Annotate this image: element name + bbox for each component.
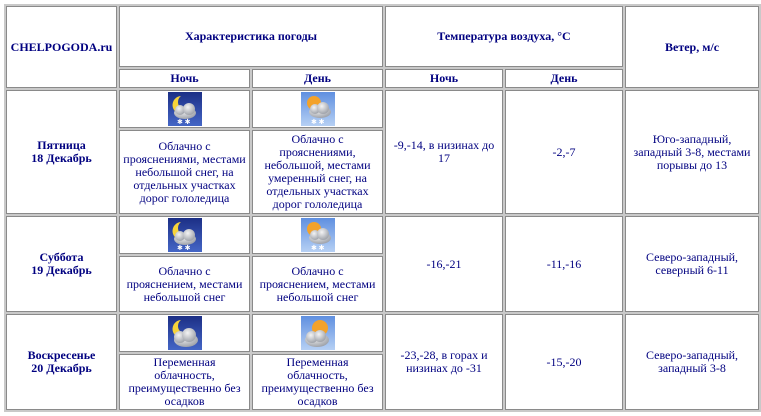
day-description: Переменная облачность, преимущественно без осадков (252, 354, 383, 410)
day-date: 20 Декабрь (31, 361, 92, 375)
moon-cloud-icon (168, 316, 202, 350)
svg-text:✱ ✱: ✱ ✱ (310, 118, 324, 126)
day-date: 18 Декабрь (31, 151, 92, 165)
day-description: Облачно с прояснениями, небольшой, местами умеренный снег, на отдельных участках дорог гололедица (252, 130, 383, 214)
night-icon-cell (119, 314, 250, 352)
wind-info: Юго-западный, западный 3-8, местами порывы до 13 (625, 90, 759, 214)
weather-day-header: День (252, 69, 383, 88)
day-icon-cell (252, 216, 383, 254)
day-icon-cell (252, 314, 383, 352)
moon-snow-icon (168, 218, 202, 252)
night-description: Облачно с прояснениями, местами небольшой снег, на отдельных участках дорог гололедица (119, 130, 250, 214)
temp-night: -9,-14, в низинах до 17 (385, 90, 503, 214)
temp-day: -15,-20 (505, 314, 623, 410)
wind-info: Северо-западный, западный 3-8 (625, 314, 759, 410)
night-description: Облачно с прояснением, местами небольшой снег (119, 256, 250, 312)
site-name: CHELPOGODA.ru (6, 6, 117, 88)
night-icon-cell (119, 216, 250, 254)
day-label (6, 90, 117, 214)
weather-night-header: Ночь (119, 69, 250, 88)
wind-header: Ветер, м/с (625, 6, 759, 88)
temp-day: -2,-7 (505, 90, 623, 214)
temp-night: -23,-28, в горах и низинах до -31 (385, 314, 503, 410)
temp-day-header: День (505, 69, 623, 88)
day-name: Пятница (37, 138, 86, 152)
night-icon-cell (119, 90, 250, 128)
day-label (6, 216, 117, 312)
weather-table (4, 4, 761, 412)
sun-cloud-icon (301, 316, 335, 350)
sun-cloud-snow-icon (301, 92, 335, 126)
day-icon-cell (252, 90, 383, 128)
day-label (6, 314, 117, 410)
svg-text:✱ ✱: ✱ ✱ (176, 244, 190, 252)
day-date: 19 Декабрь (31, 263, 92, 277)
temp-night: -16,-21 (385, 216, 503, 312)
night-description: Переменная облачность, преимущественно без осадков (119, 354, 250, 410)
day-name: Воскресенье (27, 348, 96, 362)
moon-snow-icon (168, 92, 202, 126)
sun-cloud-snow-icon (301, 218, 335, 252)
svg-text:✱ ✱: ✱ ✱ (310, 244, 324, 252)
day-description: Облачно с прояснением, местами небольшой снег (252, 256, 383, 312)
temperature-header: Температура воздуха, °С (385, 6, 623, 67)
temp-day: -11,-16 (505, 216, 623, 312)
day-name: Суббота (39, 250, 84, 264)
weather-header: Характеристика погоды (119, 6, 383, 67)
svg-text:✱ ✱: ✱ ✱ (176, 118, 190, 126)
wind-info: Северо-западный, северный 6-11 (625, 216, 759, 312)
temp-night-header: Ночь (385, 69, 503, 88)
